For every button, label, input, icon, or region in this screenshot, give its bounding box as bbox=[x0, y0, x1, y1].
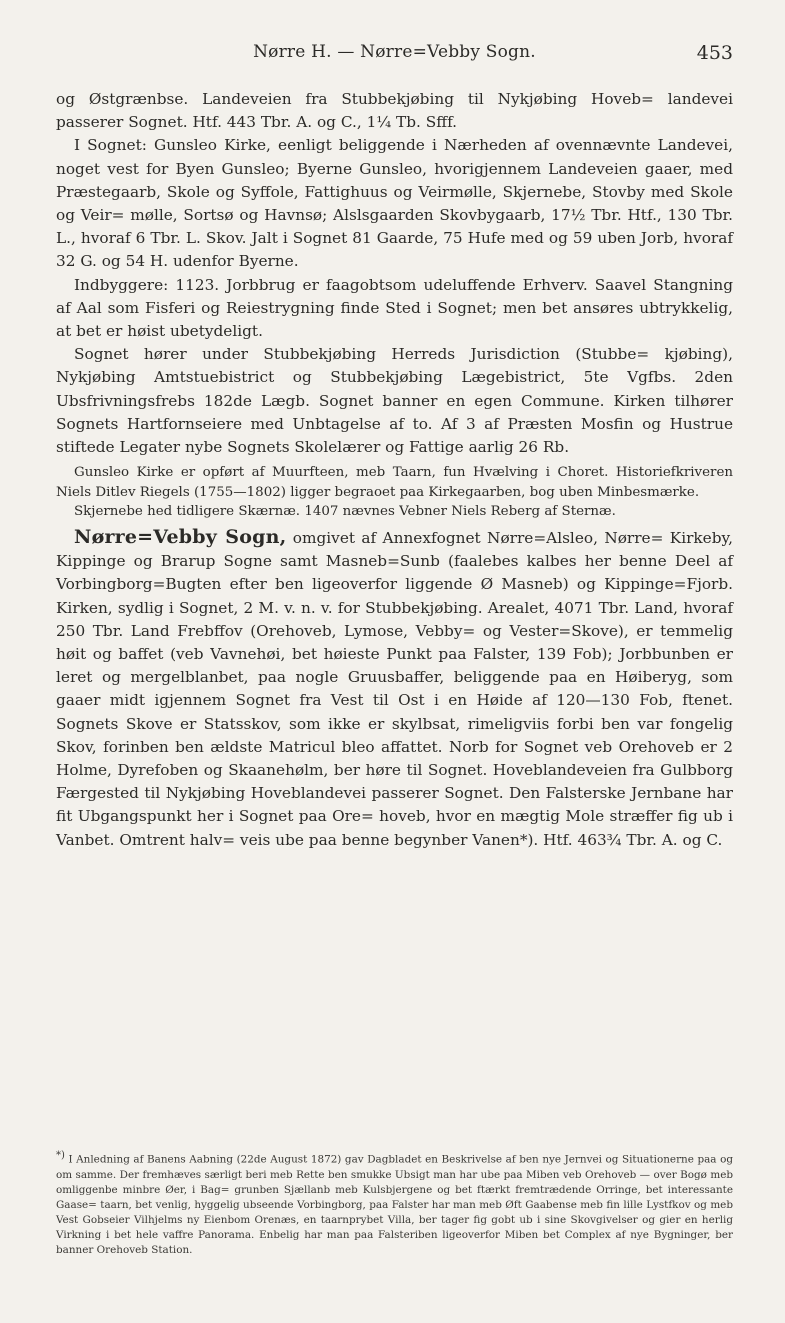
page-header bbox=[56, 42, 733, 68]
paragraph-inhabitants: Indbyggere: 1123. Jorbbrug er faagobtsom udeluffende Erhverv. Saavel Stangning af Aal som Fisferi og Reiestrygning finde Sted i Sognet; men bet ansøres ubtrykkelig, at bet er høist ubetydeligt. bbox=[56, 275, 733, 341]
note-church: Gunsleo Kirke er opført af Muurfteen, meb Taarn, fun Hvælving i Choret. Historiefkriveren Niels Ditlev Riegels (1755—1802) ligger begraoet paa Kirkegaarben, bog uben Minbesmærke. bbox=[56, 465, 733, 500]
footnote-paragraph bbox=[56, 1148, 733, 1258]
entry-title: Nørre=Vebby Sogn, bbox=[74, 526, 287, 549]
page-number: 453 bbox=[696, 42, 733, 64]
paragraph-parish-contents: I Sognet: Gunsleo Kirke, eenligt beliggende i Nærheden af ovennævnte Landevei, noget vest for Byen Gunsleo; Byerne Gunsleo, hvorigjennem Landeveien gaaer, med Præstegaarb, Skole og Syffole, Fattighuus og Veirmølle, Skjernebe, Stovby med Skole og Veir= mølle, Sortsø og Havnsø; Alslsgaarden Skovbygaarb, 17½ Tbr. Htf., 130 Tbr. L., hvoraf 6 Tbr. L. Skov. Jalt i Sognet 81 Gaarde, 75 Hufe med og 59 uben Jorb, hvoraf 32 G. og 54 H. udenfor Byerne. bbox=[56, 136, 733, 271]
running-head: Nørre H. — Nørre=Vebby Sogn. bbox=[253, 42, 536, 62]
page-body bbox=[56, 88, 733, 852]
paragraph-boundary: og Østgrænbse. Landeveien fra Stubbekjøbing til Nykjøbing Hoveb= landevei passerer Sognet. Htf. 443 Tbr. A. og C., 1¼ Tb. Sfff. bbox=[56, 90, 733, 132]
paragraph-jurisdiction: Sognet hører under Stubbekjøbing Herreds Jurisdiction (Stubbe= kjøbing), Nykjøbing Amtstuebistrict og Stubbekjøbing Lægebistrict, 5te Vgfbs. 2den Ubsfrivningsfrebs 182de Lægb. Sognet banner en egen Commune. Kirken tilhører Sognets Hartfornseiere med Unbtagelse af to. Af 3 af Præsten Mosfin og Hustrue stiftede Legater nybe Sognets Skolelærer og Fattige aarlig 26 Rb. bbox=[56, 345, 733, 457]
note-skjernebe: Skjernebe hed tidligere Skærnæ. 1407 nævnes Vebner Niels Reberg af Sternæ. bbox=[74, 504, 616, 520]
entry-text: omgivet af Annexfognet Nørre=Alsleo, Nørre= Kirkeby, Kippinge og Brarup Sogne samt Masneb=Sunb (faalebes kalbes her benne Deel af Vorbingborg=Bugten efter ben ligeoverfor liggende Ø Masneb) og Kippinge=Fjorb. Kirken, sydlig i Sognet, 2 M. v. n. v. for Stubbekjøbing. Arealet, 4071 Tbr. Land, hvoraf 250 Tbr. Land Frebffov (Orehoveb, Lymose, Vebby= og Vester=Skove), er temmelig høit og baffet (veb Vavnehøi, bet høieste Punkt paa Falster, 139 Fob); Jorbbunben er leret og mergelblanbet, paa nogle Gruusbaffer, beliggende paa en Høiberyg, som gaaer midt igjennem Sognet fra Vest til Ost i en Høide af 120—130 Fob, ftenet. Sognets Skove er Statsskov, som ikke er skylbsat, rimeligviis forbi ben var fongelig Skov, forinben ben ældste Matricul bleo affattet. Norb for Sognet veb Orehoveb er 2 Holme, Dyrefoben og Skaanehølm, ber høre til Sognet. Hoveblandeveien fra Gulbborg Færgested til Nykjøbing Hoveblandevei passerer Sognet. Den Falsterske Jernbane har fit Ubgangspunkt her i Sognet paa Ore= hoveb, hvor en mægtig Mole stræffer fig ub i Vanbet. Omtrent halv= veis ube paa benne begynber Vanen*). Htf. 463¾ Tbr. A. og C. bbox=[56, 529, 733, 849]
footnote bbox=[56, 1148, 733, 1258]
footnote-text: I Anledning af Banens Aabning (22de August 1872) gav Dagbladet en Beskrivelse af ben nye Jernvei og Situationerne paa og om samme. Der fremhæves særligt beri meb Rette ben smukke Ubsigt man har ube paa Miben veb Orehoveb — over Bogø meb omliggenbe minbre Øer, i Bag= grunben Sjællanb meb Kulsbjergene og bet ftærkt fremtrædende Orringe, bet interessante Gaase= taarn, bet venlig, hyggelig ubseende Vorbingborg, paa Falster har man meb Øft Gaabense meb fin lille Lystfkov og meb Vest Gobseier Vilhjelms ny Eienbom Orenæs, en taarnprybet Villa, ber tager fig gobt ub i sine Skovgivelser og gier en herlig Virkning i bet hele vaffre Panorama. Enbelig har man paa Falsteriben ligeoverfor Miben bet Complex af nye Bygninger, ber banner Orehoveb Station. bbox=[56, 1153, 733, 1257]
entry-nørre-vebby bbox=[56, 526, 733, 852]
footnote-mark: *) bbox=[56, 1150, 65, 1161]
